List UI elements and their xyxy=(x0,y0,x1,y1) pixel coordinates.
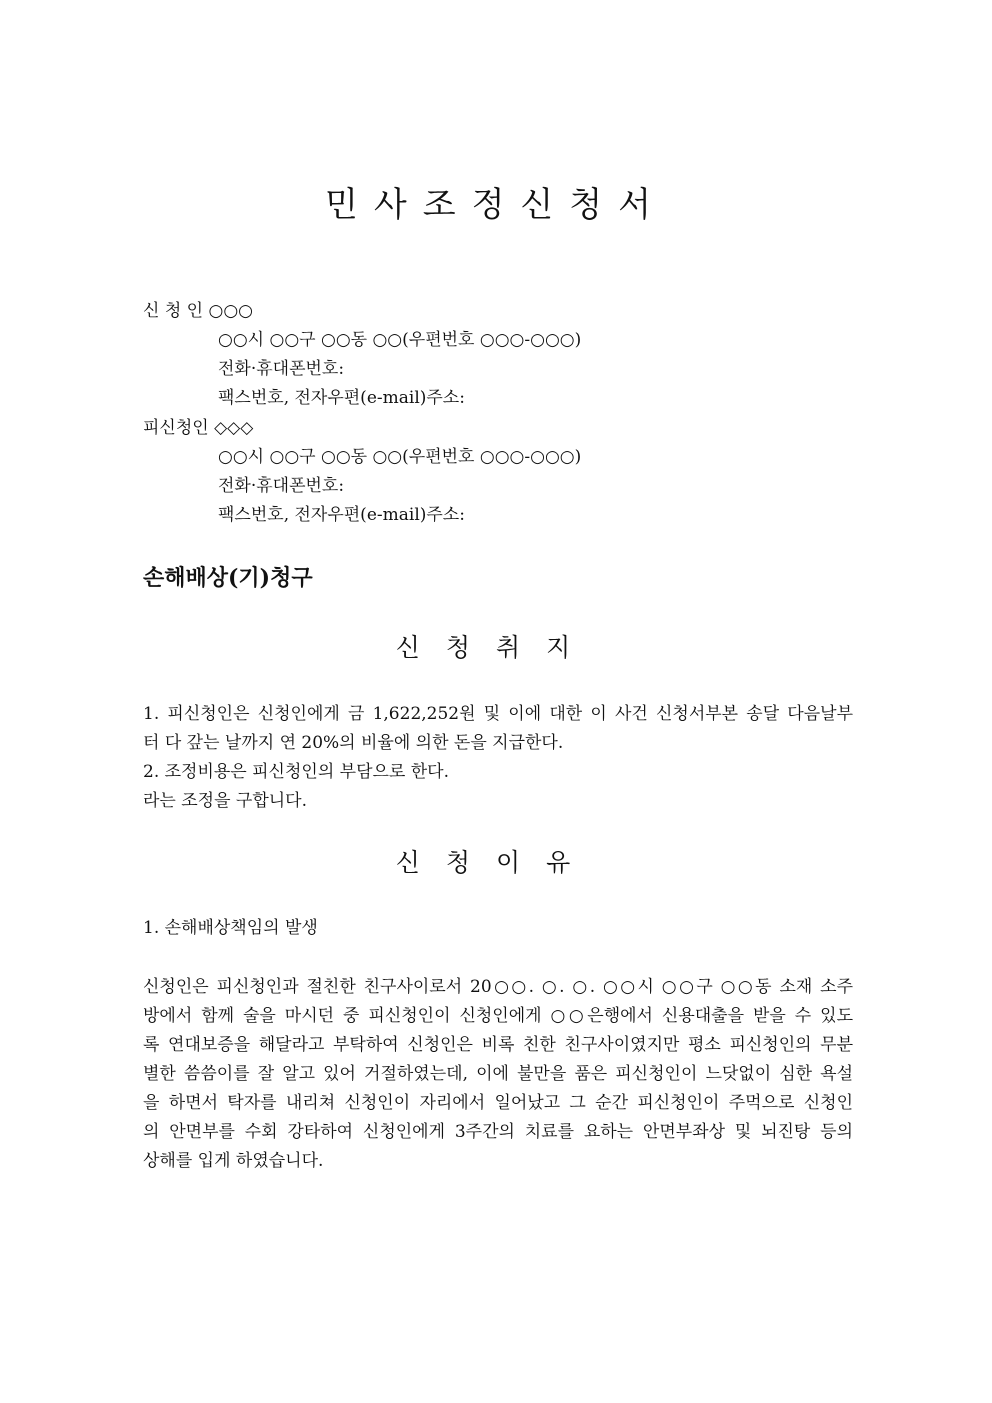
applicant-row xyxy=(143,297,863,326)
document-title: 민사조정신청서 xyxy=(325,185,667,225)
reason-line: 신청인은 피신청인과 절친한 친구사이로서 20○○. ○. ○. ○○시 ○○구 ○○동 소재 소주 xyxy=(143,977,853,997)
reason-heading: 신청이유 xyxy=(395,848,597,877)
applicant-block xyxy=(143,297,863,413)
reason-line: 상해를 입게 하였습니다. xyxy=(143,1151,324,1171)
reason-body xyxy=(143,973,853,1176)
reason-line: 록 연대보증을 해달라고 부탁하여 신청인은 비록 친한 친구사이였지만 평소 피신청인의 무분 xyxy=(143,1035,853,1055)
respondent-phone-label: 전화·휴대폰번호: xyxy=(218,476,345,496)
respondent-block xyxy=(143,414,863,530)
purpose-line: 터 다 갚는 날까지 연 20%의 비율에 의한 돈을 지급한다. xyxy=(143,733,564,753)
purpose-body xyxy=(143,700,853,816)
case-name: 손해배상(기)청구 xyxy=(143,565,313,591)
respondent-fax-label: 팩스번호, 전자우편(e-mail)주소: xyxy=(218,505,465,525)
applicant-address: ○○시 ○○구 ○○동 ○○(우편번호 ○○○-○○○) xyxy=(218,330,582,350)
reason-line: 방에서 함께 술을 마시던 중 피신청인이 신청인에게 ○○은행에서 신용대출을 받을 수 있도 xyxy=(143,1006,853,1026)
purpose-heading: 신청취지 xyxy=(395,633,597,662)
reason-subheading: 1. 손해배상책임의 발생 xyxy=(143,918,318,938)
respondent-address: ○○시 ○○구 ○○동 ○○(우편번호 ○○○-○○○) xyxy=(218,447,582,467)
reason-subheading-wrap xyxy=(143,914,853,943)
applicant-phone-label: 전화·휴대폰번호: xyxy=(218,359,345,379)
respondent-label: 피신청인 xyxy=(143,418,209,438)
reason-line: 을 하면서 탁자를 내리쳐 신청인이 자리에서 일어났고 그 순간 피신청인이 주먹으로 신청인 xyxy=(143,1093,853,1113)
applicant-label: 신 청 인 xyxy=(143,301,204,321)
reason-line: 별한 씀씀이를 잘 알고 있어 거절하였는데, 이에 불만을 품은 피신청인이 느닷없이 심한 욕설 xyxy=(143,1064,853,1084)
respondent-row xyxy=(143,414,863,443)
purpose-line: 라는 조정을 구합니다. xyxy=(143,791,308,811)
purpose-line: 1. 피신청인은 신청인에게 금 1,622,252원 및 이에 대한 이 사건 신청서부본 송달 다음날부 xyxy=(143,704,853,724)
reason-line: 의 안면부를 수회 강타하여 신청인에게 3주간의 치료를 요하는 안면부좌상 및 뇌진탕 등의 xyxy=(143,1122,853,1142)
applicant-name: ○○○ xyxy=(208,301,253,321)
respondent-name: ◇◇◇ xyxy=(214,418,254,438)
applicant-fax-label: 팩스번호, 전자우편(e-mail)주소: xyxy=(218,388,465,408)
purpose-line: 2. 조정비용은 피신청인의 부담으로 한다. xyxy=(143,762,449,782)
